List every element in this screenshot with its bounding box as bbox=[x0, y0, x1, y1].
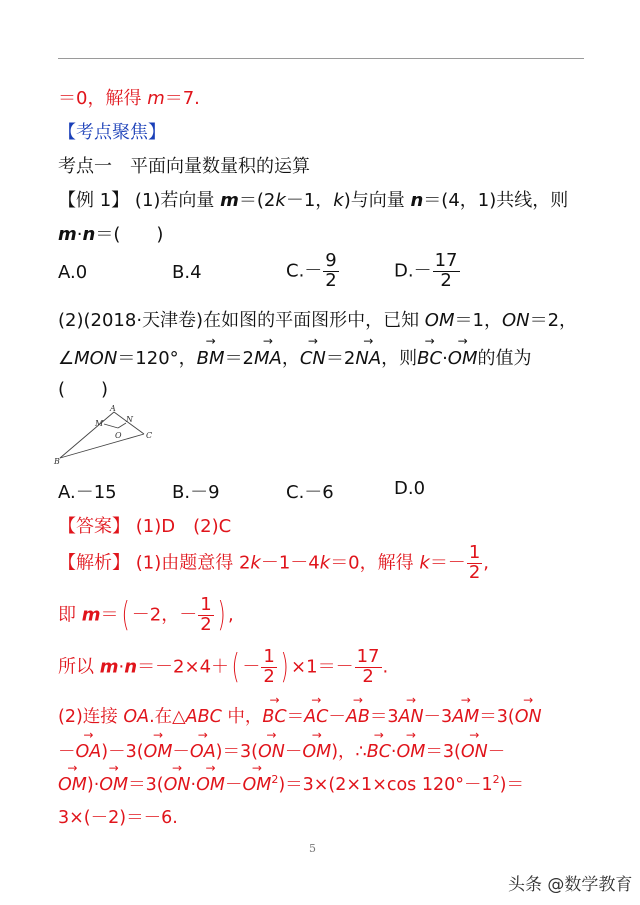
example-1-part2-line1: (2)(2018·天津卷)在如图的平面图形中，已知 OM＝1，ON＝2， bbox=[58, 310, 578, 331]
solution-continuation: ＝0，解得 m＝7. bbox=[58, 88, 200, 109]
solution2-line3: → $OM)\cdot\to OM=3(\to ON\cdot\to OM-\to OM^2)=3\times(2\times 1\times\cos$ $120^\circ-1^2)=$ bbox=[58, 771, 524, 796]
header-rule bbox=[58, 58, 584, 59]
label-O: O bbox=[115, 431, 122, 440]
triangle-figure bbox=[52, 402, 162, 466]
solution2-line4: 3×(－2)＝－6. bbox=[58, 808, 178, 828]
option-2a: A.－15 bbox=[58, 482, 117, 503]
segment-ON bbox=[118, 423, 126, 428]
example-1-part2-line2: ∠MON＝120°，→ BM＝2→ MA，→ CN＝2→ NA，则→ BC·→ OM的值为 bbox=[58, 344, 532, 370]
label-M: M bbox=[95, 419, 104, 428]
label-C: C bbox=[146, 431, 153, 440]
answer-line: 【答案】 (1)D (2)C bbox=[58, 516, 232, 537]
watermark: 头条 @数学教育 bbox=[508, 875, 633, 895]
example-1-question: 【例 1】 (1)若向量 m＝(2k－1，k)与向量 n＝(4，1)共线，则 bbox=[58, 190, 569, 211]
example-1-expression: m·n＝( ) bbox=[58, 224, 164, 245]
segment-BC bbox=[60, 434, 144, 458]
option-1c: C.－ $\frac{9}{2}$ bbox=[286, 250, 337, 291]
option-1a: A.0 bbox=[58, 262, 88, 283]
label-N: N bbox=[126, 415, 133, 424]
page-number: 5 bbox=[309, 842, 316, 855]
option-2c: C.－6 bbox=[286, 482, 334, 503]
option-2b: B.－9 bbox=[172, 482, 220, 503]
segment-BA bbox=[60, 412, 114, 458]
section-header: 【考点聚焦】 bbox=[58, 122, 166, 143]
option-2d: D.0 bbox=[394, 478, 426, 499]
topic-title: 考点一 平面向量数量积的运算 bbox=[58, 156, 310, 177]
analysis-line1: 【解析】 (1)由题意得 2k－1－4k＝0，解得 k＝－ $\frac{1}{2}$ , bbox=[58, 542, 489, 583]
label-A: A bbox=[110, 404, 116, 413]
solution2-line2: －→ OA)－3(→ OM－→ OA)＝3(→ ON－→ OM)，∴→ BC·→ OM＝3(→ ON－ bbox=[58, 738, 505, 763]
label-B: B bbox=[54, 457, 60, 466]
segment-MO bbox=[104, 424, 118, 428]
solution2-line1: (2)连接 OA.在△ABC 中，→ BC＝→ AC－→ AB＝3→ AN－3→ AM＝3(→ ON bbox=[58, 703, 542, 728]
option-1d: D.－ $\frac{17}{2}$ bbox=[394, 250, 458, 291]
analysis-line2: 即 m＝( －2，－ $\frac{1}{2}$ ) , bbox=[58, 594, 234, 636]
example-1-part2-paren: ( ) bbox=[58, 379, 109, 400]
option-1b: B.4 bbox=[172, 262, 202, 283]
analysis-line3: 所以 m·n＝－2×4＋( － $\frac{1}{2}$ ) ×1＝－ $\frac{17}{2}$ . bbox=[58, 646, 389, 688]
